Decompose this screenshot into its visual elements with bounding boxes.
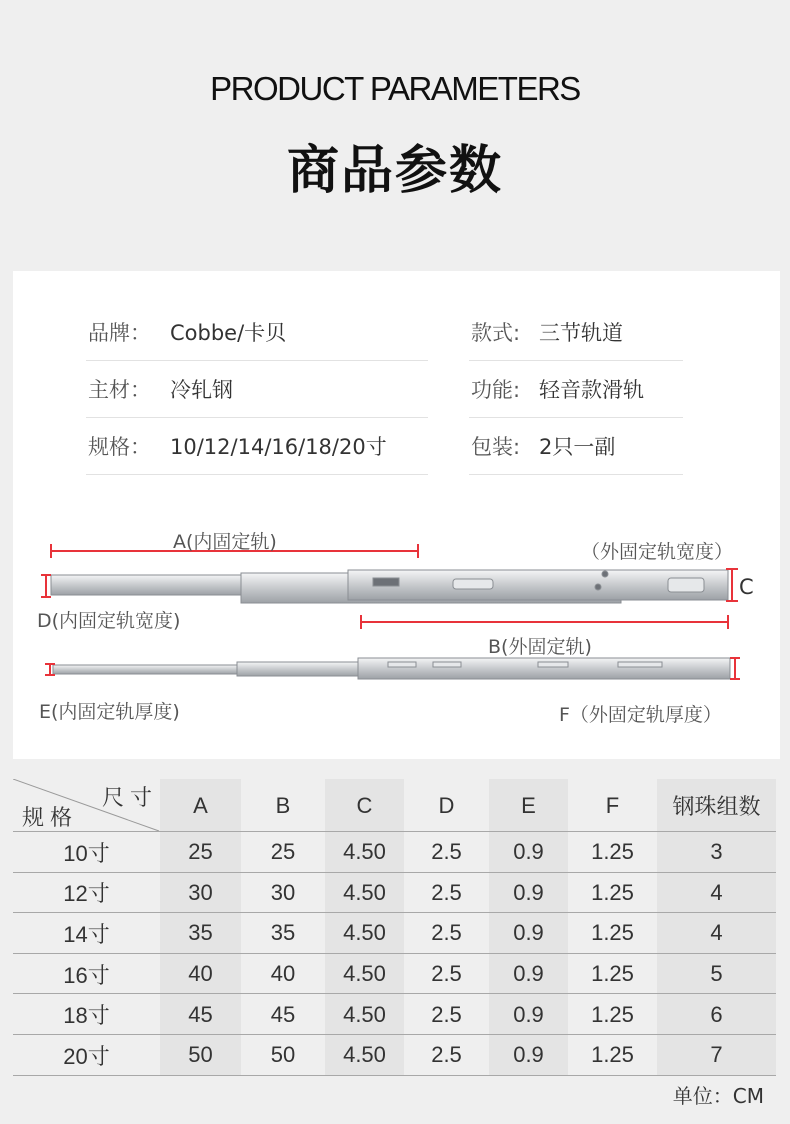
table-cell: 50	[270, 1042, 296, 1068]
label-f: F（外固定轨厚度）	[559, 704, 722, 726]
table-cell: 2.5	[431, 1042, 462, 1068]
title-chinese: 商品参数	[286, 141, 503, 201]
table-cell: 4.50	[343, 839, 386, 865]
table-cell: 4	[710, 879, 723, 905]
pack-label: 包装:	[471, 435, 521, 459]
label-c: C	[739, 575, 754, 599]
function-value: 轻音款滑轨	[539, 378, 644, 402]
table-cell: 35	[270, 920, 296, 946]
table-header-cell: 钢珠组数	[672, 794, 761, 819]
table-header-cell: E	[521, 792, 536, 818]
table-header-cell: D	[438, 792, 455, 818]
table-cell: 4.50	[343, 1001, 386, 1027]
spec-label: 规格：	[88, 435, 151, 459]
table-cell: 0.9	[513, 961, 544, 987]
dimension-b-marker	[361, 615, 728, 629]
corner-spec-label: 规 格	[21, 804, 73, 830]
label-outer-width: （外固定轨宽度）	[581, 541, 734, 563]
table-cell: 1.25	[591, 1001, 634, 1027]
table-cell: 2.5	[431, 961, 462, 987]
table-cell: 30	[270, 879, 296, 905]
table-cell: 5	[710, 961, 723, 987]
title-english: PRODUCT PARAMETERS	[210, 70, 580, 107]
table-cell: 2.5	[431, 839, 462, 865]
assembled-rail	[51, 570, 728, 603]
table-cell: 45	[270, 1001, 296, 1027]
table-cell: 4.50	[343, 961, 386, 987]
table-cell: 50	[188, 1042, 213, 1068]
pack-value: 2只一副	[539, 435, 616, 459]
table-cell: 7	[710, 1042, 723, 1068]
table-cell: 4	[710, 920, 723, 946]
material-value: 冷轧钢	[170, 378, 233, 402]
table-cell: 35	[188, 920, 213, 946]
table-header-cell: F	[605, 792, 620, 818]
label-b: B(外固定轨)	[488, 636, 592, 658]
table-cell: 1.25	[591, 879, 634, 905]
table-cell: 1.25	[591, 1042, 634, 1068]
table-row-spec: 10寸	[63, 840, 110, 866]
parameters-card	[13, 271, 780, 759]
label-d: D(内固定轨宽度)	[37, 610, 181, 632]
table-row-spec: 16寸	[63, 962, 110, 988]
table-cell: 3	[710, 839, 723, 865]
table-row-spec: 18寸	[63, 1003, 110, 1029]
dimension-f-marker	[730, 658, 740, 679]
style-value: 三节轨道	[539, 321, 623, 345]
corner-size-label: 尺 寸	[101, 784, 153, 810]
table-cell: 1.25	[591, 961, 634, 987]
style-label: 款式:	[471, 321, 521, 345]
table-cell: 1.25	[591, 920, 634, 946]
table-cell: 25	[188, 839, 213, 865]
table-cell: 0.9	[513, 1042, 544, 1068]
spec-table	[13, 779, 776, 1072]
table-cell: 40	[188, 961, 213, 987]
table-cell: 4.50	[343, 879, 386, 905]
table-cell: 2.5	[431, 920, 462, 946]
table-cell: 6	[710, 1001, 723, 1027]
function-label: 功能:	[471, 378, 521, 402]
table-cell: 0.9	[513, 1001, 544, 1027]
table-cell: 40	[270, 961, 296, 987]
table-cell: 1.25	[591, 839, 634, 865]
dimension-d-marker	[41, 575, 51, 597]
table-cell: 45	[188, 1001, 213, 1027]
unit-note: 单位：CM	[672, 1084, 764, 1108]
table-cell: 2.5	[431, 1001, 462, 1027]
table-cell: 30	[188, 879, 213, 905]
table-cell: 25	[270, 839, 296, 865]
table-row-spec: 20寸	[63, 1043, 110, 1069]
table-cell: 4.50	[343, 1042, 386, 1068]
table-cell: 0.9	[513, 879, 544, 905]
slide-rail-diagram	[13, 271, 780, 759]
table-row-spec: 14寸	[63, 921, 110, 947]
label-e: E(内固定轨厚度)	[39, 701, 180, 723]
table-header-cell: B	[275, 792, 291, 818]
table-header-cell: C	[356, 792, 373, 818]
table-cell: 2.5	[431, 879, 462, 905]
label-a: A(内固定轨)	[173, 531, 277, 553]
table-cell: 4.50	[343, 920, 386, 946]
table-header-cell: A	[193, 792, 208, 818]
brand-label: 品牌：	[88, 321, 151, 345]
side-view-rail	[53, 658, 730, 679]
brand-value: Cobbe/卡贝	[170, 321, 287, 345]
table-cell: 0.9	[513, 920, 544, 946]
table-cell: 0.9	[513, 839, 544, 865]
material-label: 主材：	[88, 378, 151, 402]
table-row-spec: 12寸	[63, 881, 110, 907]
spec-value: 10/12/14/16/18/20寸	[170, 435, 387, 459]
